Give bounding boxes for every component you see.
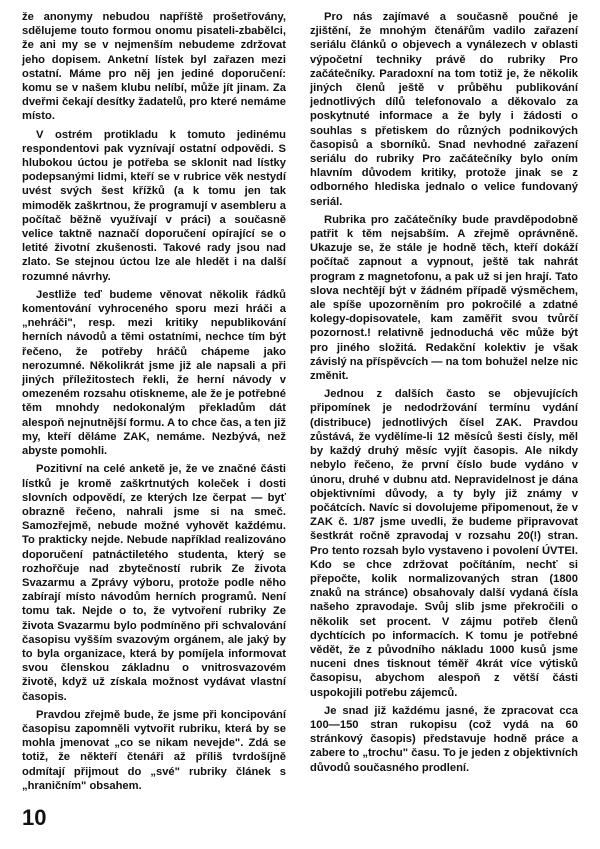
paragraph: Jednou z dalších často se objevujících připomínek je nedodržování termínu vydání (distribuce) jednotlivých čísel ZAK. Pravdou zůstává, že vydělíme-li 12 měsíců šesti čísly, měl by každý druhý měsíc vyjít časopis. Ale nikdy nebylo řečeno, že první číslo bude vydáno v únoru, druhé v dubnu atd. Nepravidelnost je dána objektivními důvody, a ty byly již známy v počátcích. Navíc si dovolujeme připomenout, že v ZAK č. 1/87 jsme uvedli, že budeme připravovat šestkrát ročně zpravodaj v rozsahu 20(!) stran. Pro tento rozsah bylo vystaveno i povolení ÚVTEI. Kdo se chce zdržovat počítáním, nechť si přepočte, kolik normalizovaných stran (1800 znaků na stránce) obsahovaly další vydaná čísla našeho zpravodaje. Svůj slib jsme překročili o několik set procent. V zájmu potřeb členů dychtících po informacích. K tomu je potřebné vědět, že z původního nákladu 1000 kusů jsme nuceni dnes tisknout téměř 4krát více výtisků časopisu, abychom alespoň z větší části uspokojili potřebu zájemců. xyxy=(310,388,578,699)
paragraph: V ostrém protikladu k tomuto jedinému respondentovi pak vyznívají ostatní odpovědi. S hlubokou úctou je potřeba se sklonit nad lístky podepsanými lidmi, kteří se v rubrice věk nestydí uvést svých šest křížků (a k tomu jen tak mimoděk zaškrtnou, že programují v asembleru a počítač běžně využívají v práci) a současně velice taktně naznačí doporučení opírající se o letité životní zkušenosti. Takové rady jsou nad zlato. Se stejnou úctou lze ale hledět i na další rozumné návrhy. xyxy=(22,128,286,283)
paragraph: Je snad již každému jasné, že zpracovat cca 100—150 stran rukopisu (což vydá na 60 stránkový časopis) představuje hodně práce a zabere to „trochu" času. To je jeden z objektivních důvodů současného prodlení. xyxy=(310,704,578,774)
paragraph: Pozitivní na celé anketě je, že ve značné části lístků je kromě zaškrtnutých koleček i dosti slovních odpovědí, ze kterých lze čerpat — byť obrazně řečeno, nahrali jsme si na smeč. Samozřejmě, nebude možné vyhovět každému. To prakticky nejde. Nebude například realizováno doporučení patnáctiletého studenta, který se rozhořčuje nad zbytečností rubrik Ze života Svazarmu a Zprávy výboru, protože podle něho zabírají místo návodům herních programů. Není tomu tak. Nejde o to, že vytvoření rubriky Ze života Svazarmu bylo podmíněno při schvalování časopisu vyšším svazovým orgánem, ale jaký by to byla organizace, která by pomíjela informovat svou členskou základnu o vnitrosvazovém životě, když už získala možnost vydávat vlastní časopis. xyxy=(22,463,286,703)
right-text-column xyxy=(310,10,578,779)
paragraph: že anonymy nebudou napříště prošetřovány, sdělujeme touto formou onomu pisateli-zbabělci, že ani my se v nejmenším nebudeme zdržovat jeho dopisem. Anketní lístek byl zařazen mezi ostatní. Máme pro něj jen jediné doporučení: komu se v našem klubu nelíbí, může jít jinam. Za dveřmi čekají desítky žadatelů, pro které nemáme místo. xyxy=(22,11,286,123)
paragraph: Rubrika pro začátečníky bude pravděpodobně patřit k těm nejsabším. A zřejmě oprávněně. Ukazuje se, že stále je hodně těch, kteří dokáží počítač zapnout a vypnout, ještě tak nahrát program z magnetofonu, a pak už si jen hrají. Tato slova nechtějí být v žádném případě výsměchem, ale spíše upozorněním pro pokročilé a zdatné kolegy-dopisovatele, kam zaměřit svou tvůrčí pozornost.! relativně jednoduchá věc může být pro jiného složitá. Redakční kolektiv je však závislý na příspěvcích — na tom bohužel nelze nic změnit. xyxy=(310,213,578,383)
left-text-column xyxy=(22,10,286,797)
paragraph: Pravdou zřejmě bude, že jsme při koncipování časopisu zapomněli vytvořit rubriku, která by se mohla jmenovat „co se nikam nevejde". Zdá se totiž, že někteří čtenáři až příliš tvrdošíjně odmítají přijmout do „své" rubriky článek s „hraničním" obsahem. xyxy=(22,708,286,792)
paragraph: Jestliže teď budeme věnovat několik řádků komentování vyhroceného sporu mezi hráči a „nehráči", resp. mezi kritiky nepublikování herních návodů a těmi ostatními, nechce tím být řečeno, že potřeby hráčů chápeme jako nerozumné. Několikrát jsme již ale napsali a při jiných příležitostech řekli, že herní návody v omezeném rozsahu otiskneme, ale že je potřebné těm mnohdy nedokonalým překladům dát alespoň nejnutnější formu. A to chce čas, a ten již my, kteří děláme ZAK, nemáme. Nezbývá, než abyste pomohli. xyxy=(22,288,286,458)
paragraph: Pro nás zajímavé a současně poučné je zjištění, že mnohým čtenářům vadilo zařazení seriálu článků o objevech a vynálezech v oblasti výpočetní techniky právě do rubriky Pro začátečníky. Paradoxní na tom totiž je, že několik jiných členů ještě v průběhu publikování jednotlivých dílů telefonovalo a děkovalo za poskytnuté informace a že byly i žádosti o souhlas s přetiskem do různých podnikových časopisů a sborníků. Snad nevhodné zařazení seriálu do rubriky Pro začátečníky bylo oním hlavním důvodem kritiky, protože jinak se z odborného hlediska jednalo o velice fundovaný seriál. xyxy=(310,11,578,208)
page-number: 10 xyxy=(22,805,47,830)
